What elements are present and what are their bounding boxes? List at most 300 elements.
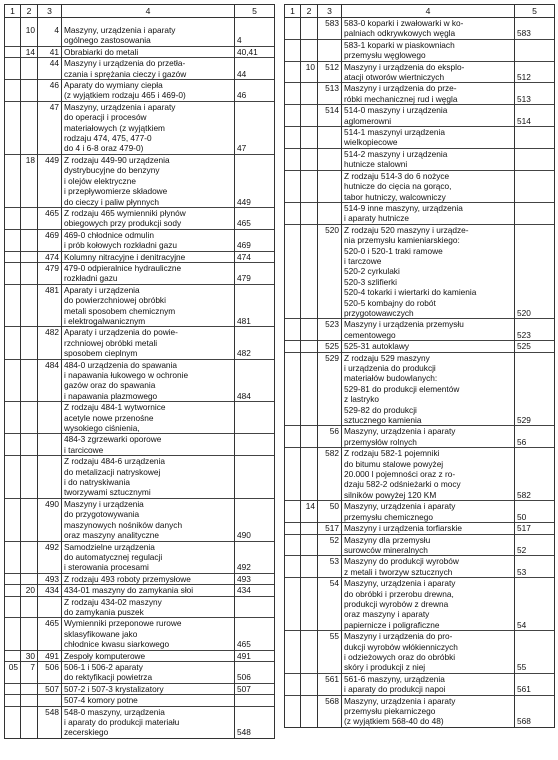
cell-col-4: Maszyny i urządzenia do eksplo- atacji otworów wiertniczych (342, 61, 515, 83)
table-row (285, 501, 555, 523)
table-row (285, 202, 555, 224)
cell-col-2 (21, 251, 38, 262)
cell-col-3: 582 (318, 448, 342, 501)
cell-col-3: 491 (38, 650, 62, 661)
cell-col-2 (301, 224, 318, 319)
cell-col-3: 514 (318, 105, 342, 127)
cell-col-4: Aparaty i urządzenia do powie- rzchniowej obróbki metali sposobem cieplnym (62, 327, 235, 359)
table-row (285, 578, 555, 631)
cell-col-5: 449 (235, 154, 275, 207)
table-row (5, 456, 275, 499)
cell-col-4: Maszyny i urządzenia do przygotowywania maszynowych nośników danych oraz maszyny analityczne (62, 498, 235, 541)
cell-col-2: 30 (21, 650, 38, 661)
cell-col-4: Maszyny do produkcji wyrobów z metali i tworzyw sztucznych (342, 556, 515, 578)
cell-col-2 (21, 80, 38, 102)
cell-col-1 (5, 207, 21, 229)
cell-col-5: 44 (235, 58, 275, 80)
cell-col-1 (5, 456, 21, 499)
cell-col-2 (301, 523, 318, 534)
cell-col-2 (21, 284, 38, 327)
table-row (285, 341, 555, 352)
table-row (285, 224, 555, 319)
cell-col-4: Maszyny i urządzenia przemysłu cementowego (342, 319, 515, 341)
cell-col-3: 583 (318, 18, 342, 40)
cell-col-1 (285, 534, 301, 556)
cell-col-1 (5, 650, 21, 661)
cell-col-2 (21, 456, 38, 499)
cell-col-1 (5, 80, 21, 102)
cell-col-5: 490 (235, 498, 275, 541)
cell-col-1 (5, 327, 21, 359)
table-row (5, 46, 275, 57)
table-row (5, 541, 275, 573)
cell-col-1 (285, 631, 301, 674)
cell-col-2 (301, 18, 318, 40)
cell-col-3: 54 (318, 578, 342, 631)
cell-col-3: 4 (38, 25, 62, 46)
cell-col-3: 507 (38, 683, 62, 694)
cell-col-5: 582 (515, 448, 555, 501)
cell-col-1 (285, 352, 301, 426)
cell-col-4: Z rodzaju 520 maszyny i urządze- nia przemysłu kamieniarskiego: 520-0 i 520-1 traki ramowe i tarczowe 520-2 cyrkulaki 520-3 szlifierki 520-4 tokarki i wiertarki do kamienia 520-5 kombajny do robót przygotowawczych (342, 224, 515, 319)
cell-col-5: 53 (515, 556, 555, 578)
cell-col-5: 513 (515, 83, 555, 105)
table-row (5, 618, 275, 650)
cell-col-3: 493 (38, 573, 62, 584)
header-col-3: 3 (318, 5, 342, 18)
table-row (5, 683, 275, 694)
cell-col-2: 18 (21, 154, 38, 207)
cell-col-3: 506 (38, 661, 62, 683)
cell-col-5: 512 (515, 61, 555, 83)
cell-col-5 (235, 402, 275, 434)
cell-col-2 (301, 202, 318, 224)
cell-col-5: 52 (515, 534, 555, 556)
cell-col-4: Kolumny nitracyjne i denitracyjne (62, 251, 235, 262)
cell-col-4: 514-2 maszyny i urządzenia hutnicze stalowni (342, 148, 515, 170)
cell-col-5: 55 (515, 631, 555, 674)
cell-col-4: Maszyny, urządzenia i aparaty ogólnego zastosowania (62, 25, 235, 46)
cell-col-2 (301, 352, 318, 426)
cell-col-2 (301, 556, 318, 578)
cell-col-5 (235, 18, 275, 26)
cell-col-3: 47 (38, 101, 62, 154)
cell-col-1 (285, 148, 301, 170)
cell-col-2 (301, 631, 318, 674)
cell-col-3: 525 (318, 341, 342, 352)
cell-col-2 (21, 596, 38, 618)
cell-col-4: Maszyny, urządzenia i aparaty przemysłu piekarniczego (z wyjątkiem 568-40 do 48) (342, 695, 515, 727)
cell-col-1 (285, 319, 301, 341)
cell-col-2 (21, 327, 38, 359)
table-row (285, 695, 555, 727)
cell-col-1 (5, 18, 21, 26)
cell-col-5 (235, 434, 275, 456)
cell-col-4: Maszyny i urządzenia do przetła- czania i sprężania cieczy i gazów (62, 58, 235, 80)
cell-col-4: 434-01 maszyny do zamykania słoi (62, 585, 235, 596)
header-col-1: 1 (285, 5, 301, 18)
cell-col-4: 507-2 i 507-3 krystalizatory (62, 683, 235, 694)
cell-col-5: 583 (515, 18, 555, 40)
cell-col-3 (318, 202, 342, 224)
cell-col-3 (38, 695, 62, 706)
cell-col-3 (318, 127, 342, 149)
cell-col-5: 40,41 (235, 46, 275, 57)
cell-col-1 (285, 127, 301, 149)
cell-col-3: 568 (318, 695, 342, 727)
table-row (5, 327, 275, 359)
cell-col-2 (21, 101, 38, 154)
cell-col-3: 55 (318, 631, 342, 674)
cell-col-4: 507-4 komory potne (62, 695, 235, 706)
cell-col-1 (285, 578, 301, 631)
cell-col-4: 514-1 maszynyi urządzenia wielkopiecowe (342, 127, 515, 149)
table-row (285, 673, 555, 695)
cell-col-4: Obrabiarki do metali (62, 46, 235, 57)
cell-col-3: 481 (38, 284, 62, 327)
cell-col-4: Maszyny dla przemysłu surowców mineralnych (342, 534, 515, 556)
table-row (285, 61, 555, 83)
cell-col-1 (5, 573, 21, 584)
header-col-1: 1 (5, 5, 21, 18)
cell-col-3: 520 (318, 224, 342, 319)
table-row (285, 83, 555, 105)
cell-col-4: Z rodzaju 465 wymienniki płynów obiegowych przy produkcji sody (62, 207, 235, 229)
cell-col-3 (38, 434, 62, 456)
cell-col-2 (21, 434, 38, 456)
cell-col-5: 434 (235, 585, 275, 596)
cell-col-5: 465 (235, 207, 275, 229)
cell-col-3: 474 (38, 251, 62, 262)
table-row (5, 498, 275, 541)
cell-col-4: 583-1 koparki w piaskowniach przemysłu węglowego (342, 39, 515, 61)
cell-col-1 (285, 501, 301, 523)
cell-col-3: 56 (318, 426, 342, 448)
cell-col-4: Z rodzaju 434-02 maszyny do zamykania puszek (62, 596, 235, 618)
cell-col-4: 561-6 maszyny, urządzenia i aparaty do produkcji napoi (342, 673, 515, 695)
cell-col-2 (301, 319, 318, 341)
cell-col-1: 05 (5, 661, 21, 683)
cell-col-4: Maszyny i urządzenia do pro- dukcji wyrobów włókienniczych i odzieżowych oraz do obróbki skóry i produkcji z niej (342, 631, 515, 674)
cell-col-4: 525-31 autoklawy (342, 341, 515, 352)
table-row (285, 534, 555, 556)
table-row (285, 319, 555, 341)
cell-col-2 (301, 534, 318, 556)
header-col-2: 2 (21, 5, 38, 18)
cell-col-1 (285, 18, 301, 40)
cell-col-1 (5, 695, 21, 706)
cell-col-1 (5, 402, 21, 434)
cell-col-2: 10 (21, 25, 38, 46)
table-row (5, 18, 275, 26)
cell-col-5: 514 (515, 105, 555, 127)
cell-col-2 (301, 148, 318, 170)
cell-col-5: 474 (235, 251, 275, 262)
cell-col-1 (5, 262, 21, 284)
cell-col-5 (515, 39, 555, 61)
cell-col-3: 484 (38, 359, 62, 402)
cell-col-5: 479 (235, 262, 275, 284)
cell-col-3 (318, 148, 342, 170)
table-row (285, 523, 555, 534)
cell-col-1 (285, 202, 301, 224)
cell-col-3: 53 (318, 556, 342, 578)
cell-col-4: Z rodzaju 484-6 urządzenia do metalizacji natryskowej i do natryskiwania tworzywami sztucznymi (62, 456, 235, 499)
table-row (285, 105, 555, 127)
cell-col-5 (235, 456, 275, 499)
cell-col-5: 525 (515, 341, 555, 352)
cell-col-3: 465 (38, 207, 62, 229)
header-col-3: 3 (38, 5, 62, 18)
cell-col-3: 465 (38, 618, 62, 650)
cell-col-4: Samodzielne urządzenia do automatycznej regulacji i sterowania procesami (62, 541, 235, 573)
cell-col-5 (515, 148, 555, 170)
cell-col-5: 56 (515, 426, 555, 448)
cell-col-1 (285, 695, 301, 727)
cell-col-3: 41 (38, 46, 62, 57)
cell-col-4: Z rodzaju 529 maszyny i urządzenia do produkcji materiałów budowlanych: 529-81 do produkcji elementów z lastryko 529-82 do produkcji sztucznego kamienia (342, 352, 515, 426)
cell-col-4: Maszyny, urządzenia i aparaty do operacji i procesów materiałowych (z wyjątkiem rodzaju 474, 475, 477-0 do 4 i 6-8 oraz 479-0) (62, 101, 235, 154)
cell-col-4: Maszyny i urządzenia do prze- róbki mechanicznej rud i węgla (342, 83, 515, 105)
cell-col-1 (5, 618, 21, 650)
cell-col-1 (285, 448, 301, 501)
cell-col-4: 514-0 maszyny i urządzenia aglomerowni (342, 105, 515, 127)
cell-col-2 (301, 105, 318, 127)
cell-col-5: 46 (235, 80, 275, 102)
cell-col-3: 512 (318, 61, 342, 83)
cell-col-1 (285, 523, 301, 534)
cell-col-4: Wymienniki przeponowe rurowe sklasyfikowane jako chłodnice kwasu siarkowego (62, 618, 235, 650)
table-row (285, 631, 555, 674)
cell-col-1 (285, 224, 301, 319)
table-row (5, 251, 275, 262)
table-row (5, 154, 275, 207)
cell-col-4: 484-0 urządzenia do spawania i napawania łukowego w ochronie gazów oraz do spawania i napawania plazmowego (62, 359, 235, 402)
table-row (5, 25, 275, 46)
cell-col-3: 548 (38, 706, 62, 738)
table-row (5, 284, 275, 327)
table-row (285, 127, 555, 149)
cell-col-5: 548 (235, 706, 275, 738)
cell-col-2 (301, 673, 318, 695)
cell-col-1 (5, 359, 21, 402)
table-row (5, 695, 275, 706)
table-row (5, 262, 275, 284)
cell-col-2 (301, 127, 318, 149)
header-col-5: 5 (515, 5, 555, 18)
cell-col-3: 529 (318, 352, 342, 426)
cell-col-2: 7 (21, 661, 38, 683)
cell-col-4: 548-0 maszyny, urządzenia i aparaty do produkcji materiału zecerskiego (62, 706, 235, 738)
left-table-body (5, 18, 275, 739)
cell-col-4: 514-9 inne maszyny, urządzenia i aparaty hutnicze (342, 202, 515, 224)
cell-col-2 (21, 706, 38, 738)
cell-col-2 (21, 695, 38, 706)
table-row (5, 402, 275, 434)
cell-col-3: 482 (38, 327, 62, 359)
cell-col-1 (5, 541, 21, 573)
header-col-2: 2 (301, 5, 318, 18)
cell-col-1 (5, 498, 21, 541)
cell-col-1 (5, 154, 21, 207)
cell-col-2 (301, 448, 318, 501)
cell-col-1 (285, 556, 301, 578)
cell-col-5: 484 (235, 359, 275, 402)
cell-col-5: 465 (235, 618, 275, 650)
cell-col-4: Z rodzaju 493 roboty przemysłowe (62, 573, 235, 584)
cell-col-3: 44 (38, 58, 62, 80)
cell-col-1 (5, 229, 21, 251)
table-row (5, 80, 275, 102)
cell-col-5: 529 (515, 352, 555, 426)
cell-col-5: 4 (235, 25, 275, 46)
cell-col-1 (285, 105, 301, 127)
cell-col-3 (318, 170, 342, 202)
table-row (5, 359, 275, 402)
cell-col-1 (285, 341, 301, 352)
table-row (5, 101, 275, 154)
cell-col-3: 52 (318, 534, 342, 556)
cell-col-1 (285, 426, 301, 448)
table-row (5, 58, 275, 80)
cell-col-4: Aparaty i urządzenia do powierzchniowej obróbki metali sposobem chemicznym i elektrogalwanicznym (62, 284, 235, 327)
table-row (285, 170, 555, 202)
cell-col-3 (38, 456, 62, 499)
cell-col-5: 520 (515, 224, 555, 319)
cell-col-5: 506 (235, 661, 275, 683)
cell-col-3: 50 (318, 501, 342, 523)
cell-col-4: 583-0 koparki i zwałowarki w ko- palniach odkrywkowych węgla (342, 18, 515, 40)
table-row (5, 585, 275, 596)
cell-col-4: Maszyny, urządzenia i aparaty przemysłów rolnych (342, 426, 515, 448)
cell-col-5: 523 (515, 319, 555, 341)
cell-col-3 (318, 39, 342, 61)
cell-col-2 (21, 359, 38, 402)
cell-col-4: Z rodzaju 582-1 pojemniki do bitumu stalowe powyżej 20.000 l pojemności oraz z ro- dzaju 582-2 odśnieżarki o mocy silników powyżej 120 KM (342, 448, 515, 501)
cell-col-1 (5, 596, 21, 618)
cell-col-2 (301, 39, 318, 61)
cell-col-5: 482 (235, 327, 275, 359)
cell-col-2 (301, 578, 318, 631)
cell-col-2: 14 (301, 501, 318, 523)
cell-col-1 (5, 58, 21, 80)
cell-col-5: 469 (235, 229, 275, 251)
cell-col-5: 481 (235, 284, 275, 327)
right-table (284, 4, 555, 728)
cell-col-2 (21, 262, 38, 284)
cell-col-1 (5, 284, 21, 327)
cell-col-5: 568 (515, 695, 555, 727)
cell-col-3: 561 (318, 673, 342, 695)
cell-col-5 (235, 695, 275, 706)
cell-col-1 (285, 83, 301, 105)
cell-col-2 (21, 683, 38, 694)
table-row (285, 148, 555, 170)
cell-col-4 (62, 18, 235, 26)
table-row (5, 434, 275, 456)
table-row (5, 229, 275, 251)
cell-col-5: 507 (235, 683, 275, 694)
cell-col-4: Zespoły komputerowe (62, 650, 235, 661)
right-table-body (285, 18, 555, 728)
table-row (5, 661, 275, 683)
cell-col-3: 490 (38, 498, 62, 541)
cell-col-2 (21, 618, 38, 650)
table-row (285, 352, 555, 426)
cell-col-2 (21, 573, 38, 584)
cell-col-1 (5, 585, 21, 596)
cell-col-3: 513 (318, 83, 342, 105)
cell-col-3: 517 (318, 523, 342, 534)
cell-col-4: 484-3 zgrzewarki oporowe i tarcicowe (62, 434, 235, 456)
cell-col-5: 54 (515, 578, 555, 631)
cell-col-2 (21, 498, 38, 541)
cell-col-1 (285, 61, 301, 83)
table-row (5, 573, 275, 584)
table-row (285, 426, 555, 448)
cell-col-5: 517 (515, 523, 555, 534)
table-row (285, 39, 555, 61)
cell-col-2 (301, 695, 318, 727)
cell-col-5: 493 (235, 573, 275, 584)
header-row (285, 5, 555, 18)
cell-col-1 (285, 39, 301, 61)
table-row (285, 18, 555, 40)
table-row (5, 706, 275, 738)
cell-col-5 (515, 202, 555, 224)
table-row (285, 448, 555, 501)
cell-col-5: 492 (235, 541, 275, 573)
cell-col-2 (21, 229, 38, 251)
cell-col-1 (5, 683, 21, 694)
table-row (285, 556, 555, 578)
cell-col-4: 469-0 chłodnice odmulin i prób kołowych rozkładni gazu (62, 229, 235, 251)
cell-col-3: 434 (38, 585, 62, 596)
cell-col-3 (38, 402, 62, 434)
cell-col-3: 449 (38, 154, 62, 207)
cell-col-3: 46 (38, 80, 62, 102)
cell-col-2 (21, 402, 38, 434)
cell-col-3: 492 (38, 541, 62, 573)
left-table (4, 4, 275, 739)
header-col-5: 5 (235, 5, 275, 18)
cell-col-5: 491 (235, 650, 275, 661)
cell-col-4: 506-1 i 506-2 aparaty do rektyfikacji powietrza (62, 661, 235, 683)
table-row (5, 207, 275, 229)
cell-col-4: Maszyny, urządzenia i aparaty przemysłu chemicznego (342, 501, 515, 523)
cell-col-4: Maszyny i urządzenia torfiarskie (342, 523, 515, 534)
cell-col-2 (21, 18, 38, 26)
cell-col-2 (301, 426, 318, 448)
cell-col-2 (21, 58, 38, 80)
cell-col-1 (5, 101, 21, 154)
cell-col-2 (301, 83, 318, 105)
cell-col-5 (235, 596, 275, 618)
cell-col-3: 479 (38, 262, 62, 284)
header-col-4: 4 (62, 5, 235, 18)
cell-col-4: Z rodzaju 484-1 wytwornice acetyle nowe przenośne wysokiego ciśnienia, (62, 402, 235, 434)
cell-col-5: 561 (515, 673, 555, 695)
cell-col-4: Aparaty do wymiany ciepła (z wyjątkiem rodzaju 465 i 469-0) (62, 80, 235, 102)
cell-col-4: Z rodzaju 514-3 do 6 nożyce hutnicze do cięcia na gorąco, tabor hutniczy, walcowniczy (342, 170, 515, 202)
cell-col-1 (285, 170, 301, 202)
cell-col-3 (38, 596, 62, 618)
cell-col-3 (38, 18, 62, 26)
cell-col-4: 479-0 odpieralnice hydrauliczne rozkładni gazu (62, 262, 235, 284)
cell-col-5 (515, 127, 555, 149)
cell-col-1 (5, 25, 21, 46)
cell-col-5: 47 (235, 101, 275, 154)
